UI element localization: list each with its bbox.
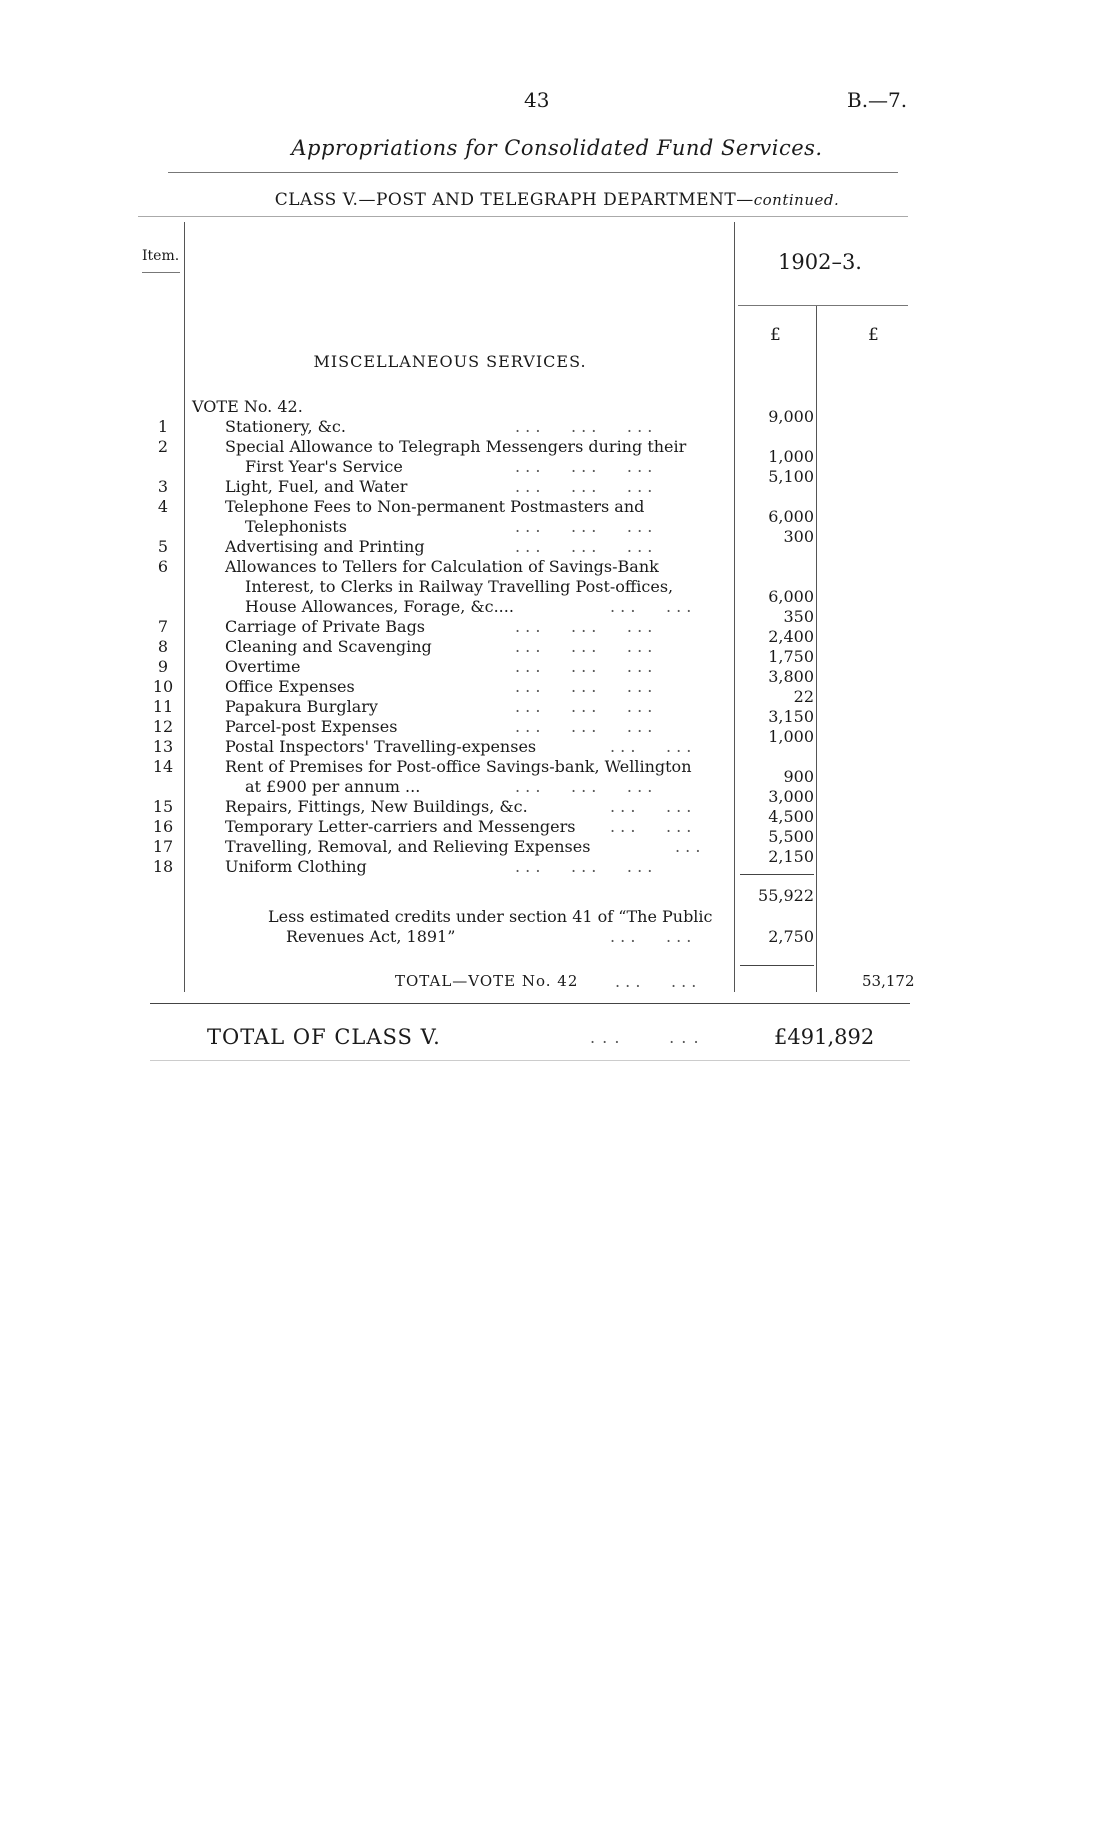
row-amount: 6,000 xyxy=(768,507,814,526)
row-amount: 350 xyxy=(783,607,814,626)
row-leader-dots: . . . . . . . . . xyxy=(515,697,653,716)
row-amount: 3,800 xyxy=(768,667,814,686)
row-description: Papakura Burglary xyxy=(225,697,378,716)
vote-total-rule xyxy=(740,965,814,966)
item-column-header: Item. xyxy=(142,248,180,264)
row-leader-dots: . . . . . . . . . xyxy=(515,857,653,876)
class-total-amount: £491,892 xyxy=(774,1025,875,1049)
row-leader-dots: . . . . . . . . . xyxy=(515,477,653,496)
row-leader-dots: . . . . . . . . . xyxy=(515,657,653,676)
currency-left-header: £ xyxy=(770,325,781,345)
row-description: Special Allowance to Telegraph Messengers during their xyxy=(225,437,687,456)
row-amount: 1,000 xyxy=(768,727,814,746)
row-description: Carriage of Private Bags xyxy=(225,617,426,636)
row-description: Office Expenses xyxy=(225,677,355,696)
class-total-rule xyxy=(150,1003,910,1004)
row-leader-dots: . . . . . . . . . xyxy=(515,417,653,436)
row-number: 13 xyxy=(152,737,174,756)
row-leader-dots: . . . . . . . . . xyxy=(515,537,653,556)
row-description: Light, Fuel, and Water xyxy=(225,477,408,496)
row-number: 3 xyxy=(157,477,169,496)
row-leader-dots: . . . . . . . . . xyxy=(515,677,653,696)
bottom-rule xyxy=(150,1060,910,1061)
document-reference: B.—7. xyxy=(847,88,908,112)
row-leader-dots: . . . . . . . . . xyxy=(515,517,653,536)
row-number: 2 xyxy=(157,437,169,456)
row-amount: 9,000 xyxy=(768,407,814,426)
year-header: 1902–3. xyxy=(778,250,862,274)
row-number: 18 xyxy=(152,857,174,876)
row-amount: 5,100 xyxy=(768,467,814,486)
vote-total-leader-dots: . . . . . . xyxy=(615,972,697,991)
vote-label: VOTE No. 42. xyxy=(192,397,303,416)
vote-total-amount: 53,172 xyxy=(862,972,915,990)
year-header-rule xyxy=(738,305,908,306)
row-amount: 300 xyxy=(783,527,814,546)
subtotal-amount: 55,922 xyxy=(758,886,814,905)
row-description: Overtime xyxy=(225,657,301,676)
row-description: Advertising and Printing xyxy=(225,537,425,556)
row-leader-dots: . . . xyxy=(675,837,701,856)
row-number: 15 xyxy=(152,797,174,816)
row-number: 5 xyxy=(157,537,169,556)
credits-line-continued: Revenues Act, 1891” xyxy=(286,927,456,946)
row-leader-dots: . . . . . . xyxy=(610,597,692,616)
subtotal-rule xyxy=(740,874,814,875)
description-column-divider xyxy=(734,222,735,992)
row-leader-dots: . . . . . . . . . xyxy=(515,637,653,656)
row-number: 11 xyxy=(152,697,174,716)
class-total-leader-dots: . . . . . . xyxy=(590,1028,700,1047)
row-description: Uniform Clothing xyxy=(225,857,367,876)
row-leader-dots: . . . . . . . . . xyxy=(515,617,653,636)
row-number: 1 xyxy=(157,417,169,436)
row-amount: 900 xyxy=(783,767,814,786)
page-title: Appropriations for Consolidated Fund Services. xyxy=(291,136,823,160)
class-total-label: TOTAL OF CLASS V. xyxy=(207,1025,441,1049)
row-description-continued: Interest, to Clerks in Railway Travelling Post-offices, xyxy=(245,577,674,596)
row-amount: 3,150 xyxy=(768,707,814,726)
row-description: Stationery, &c. xyxy=(225,417,346,436)
row-leader-dots: . . . . . . xyxy=(610,797,692,816)
row-number: 8 xyxy=(157,637,169,656)
currency-right-header: £ xyxy=(868,325,879,345)
row-leader-dots: . . . . . . xyxy=(610,817,692,836)
row-leader-dots: . . . . . . . . . xyxy=(515,777,653,796)
credits-line: Less estimated credits under section 41 of “The Public xyxy=(268,907,713,926)
vote-total-label: TOTAL—VOTE No. 42 xyxy=(395,972,579,990)
row-description: Travelling, Removal, and Relieving Expenses xyxy=(225,837,591,856)
row-number: 12 xyxy=(152,717,174,736)
row-description: Temporary Letter-carriers and Messengers xyxy=(225,817,576,836)
row-number: 6 xyxy=(157,557,169,576)
row-number: 16 xyxy=(152,817,174,836)
item-header-rule xyxy=(142,272,180,273)
title-rule xyxy=(168,172,898,173)
row-description: Repairs, Fittings, New Buildings, &c. xyxy=(225,797,528,816)
page-number: 43 xyxy=(524,88,550,112)
credits-amount: 2,750 xyxy=(768,927,814,946)
row-amount: 5,500 xyxy=(768,827,814,846)
table-top-rule xyxy=(138,216,908,217)
row-amount: 2,400 xyxy=(768,627,814,646)
row-description-continued: House Allowances, Forage, &c.... xyxy=(245,597,514,616)
row-description-continued: Telephonists xyxy=(245,517,347,536)
row-description: Parcel-post Expenses xyxy=(225,717,398,736)
row-description: Allowances to Tellers for Calculation of Savings-Bank xyxy=(225,557,659,576)
row-number: 14 xyxy=(152,757,174,776)
row-description: Cleaning and Scavenging xyxy=(225,637,432,656)
row-amount: 2,150 xyxy=(768,847,814,866)
row-description-continued: First Year's Service xyxy=(245,457,403,476)
row-number: 10 xyxy=(152,677,174,696)
row-description: Rent of Premises for Post-office Savings-bank, Wellington xyxy=(225,757,692,776)
row-amount: 3,000 xyxy=(768,787,814,806)
item-column-divider xyxy=(184,222,185,992)
row-leader-dots: . . . . . . xyxy=(610,737,692,756)
row-description: Postal Inspectors' Travelling-expenses xyxy=(225,737,537,756)
credits-leader-dots: . . . . . . xyxy=(610,927,692,946)
class-heading xyxy=(0,190,1114,210)
row-description-continued: at £900 per annum ... xyxy=(245,777,421,796)
class-heading-text: CLASS V.—POST AND TELEGRAPH DEPARTMENT— xyxy=(274,190,754,210)
row-description: Telephone Fees to Non-permanent Postmasters and xyxy=(225,497,645,516)
row-amount: 1,000 xyxy=(768,447,814,466)
row-number: 9 xyxy=(157,657,169,676)
row-number: 4 xyxy=(157,497,169,516)
row-leader-dots: . . . . . . . . . xyxy=(515,457,653,476)
row-amount: 6,000 xyxy=(768,587,814,606)
class-heading-suffix: continued. xyxy=(753,191,840,209)
section-title: MISCELLANEOUS SERVICES. xyxy=(313,352,587,371)
row-leader-dots: . . . . . . . . . xyxy=(515,717,653,736)
row-amount: 1,750 xyxy=(768,647,814,666)
row-number: 7 xyxy=(157,617,169,636)
amount-column-divider xyxy=(816,306,817,992)
row-amount: 22 xyxy=(793,687,814,706)
row-number: 17 xyxy=(152,837,174,856)
row-amount: 4,500 xyxy=(768,807,814,826)
